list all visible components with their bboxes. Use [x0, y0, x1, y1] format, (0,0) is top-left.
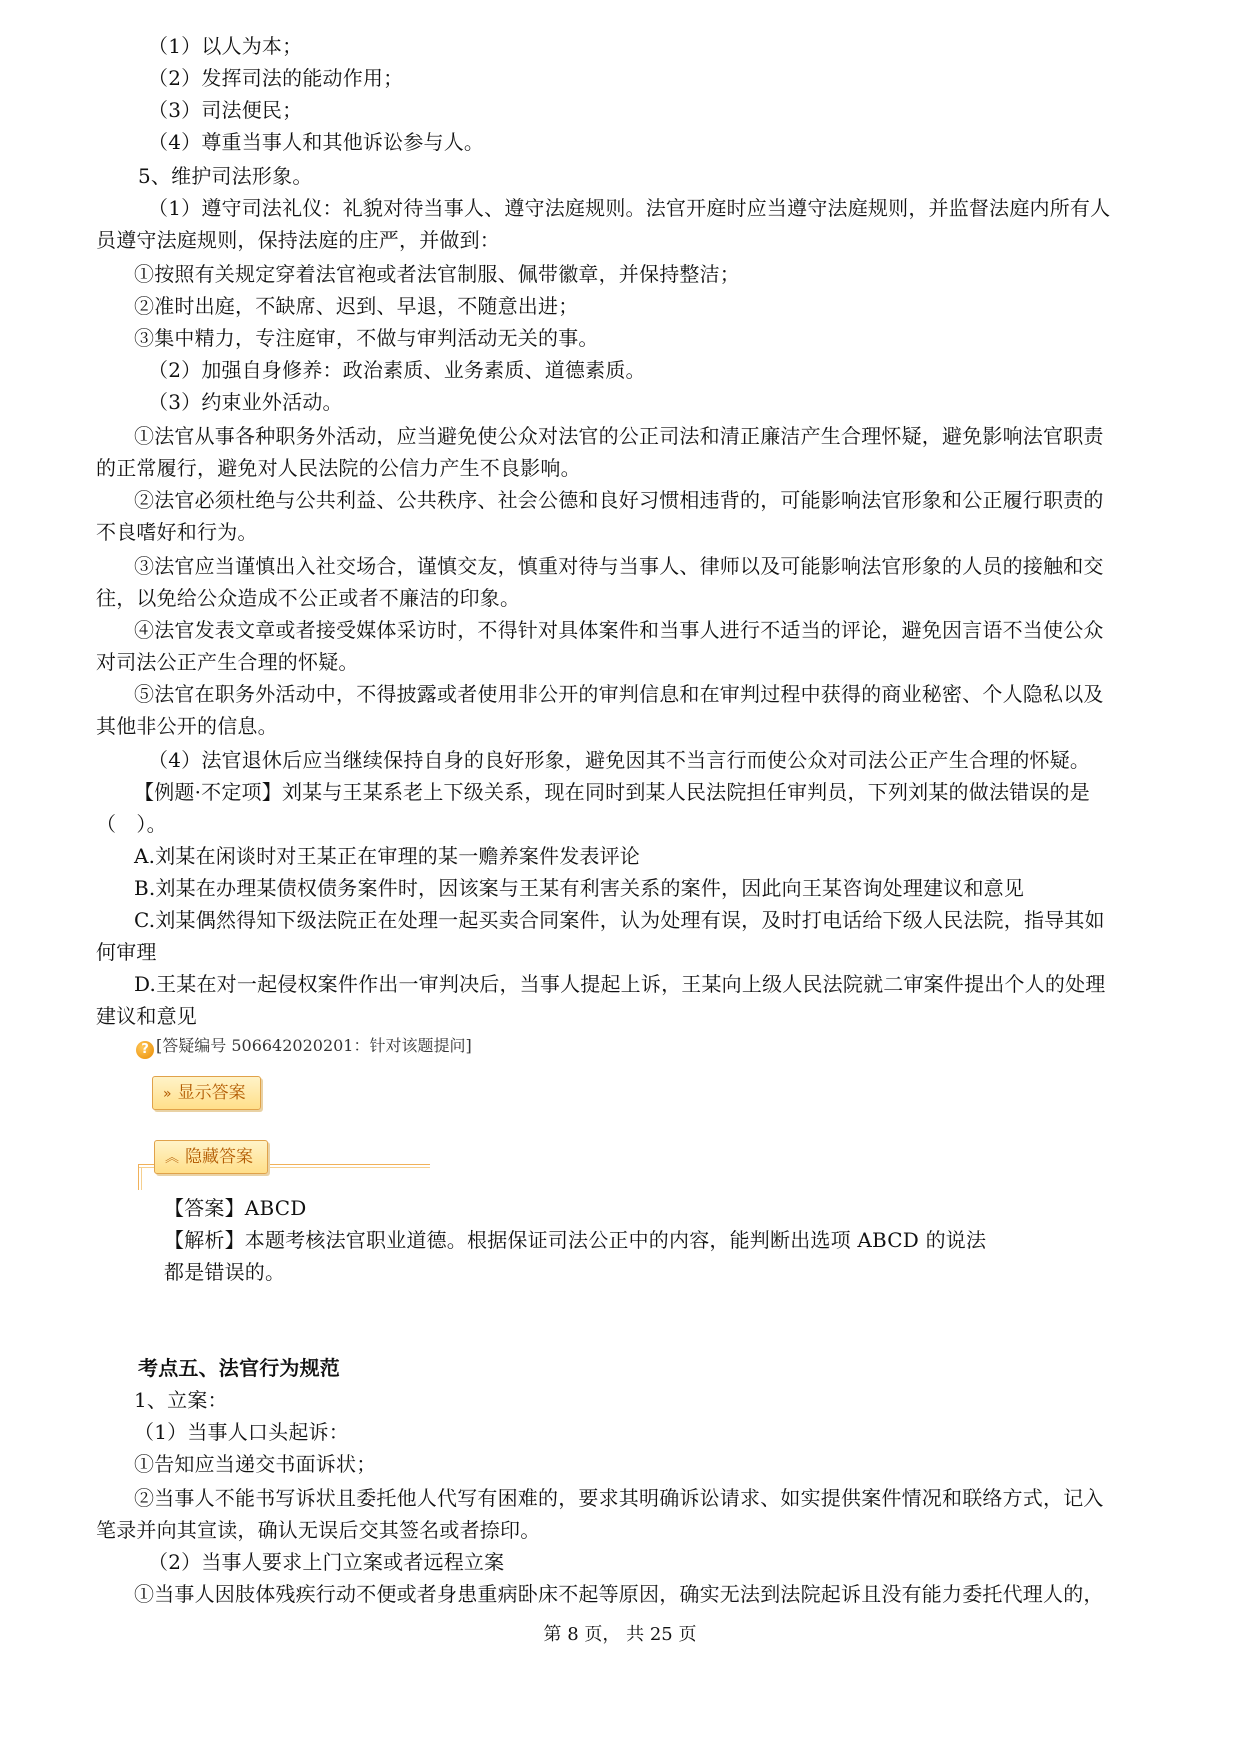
text-line: ④法官发表文章或者接受媒体采访时，不得针对具体案件和当事人进行不适当的评论，避免因言语不当使公众: [134, 618, 1104, 642]
text-line: （2）加强自身修养：政治素质、业务素质、道德素质。: [148, 358, 646, 382]
text-line: （2）当事人要求上门立案或者远程立案: [148, 1550, 505, 1574]
text-line: ②准时出庭，不缺席、迟到、早退，不随意出进；: [134, 294, 579, 318]
double-chevron-up-icon: ︽: [165, 1150, 179, 1166]
text-line: 对司法公正产生合理的怀疑。: [96, 650, 359, 674]
text-line: 往，以免给公众造成不公正或者不廉洁的印象。: [96, 586, 521, 610]
text-line: （1）当事人口头起诉：: [134, 1420, 349, 1444]
question-mark-icon: ?: [136, 1041, 154, 1059]
question-link-label: [答疑编号 506642020201：针对该题提问]: [156, 1036, 472, 1055]
text-line: ⑤法官在职务外活动中，不得披露或者使用非公开的审判信息和在审判过程中获得的商业秘密、个人隐私以及: [134, 682, 1104, 706]
text-line: 1、立案：: [134, 1388, 228, 1412]
option-c: C.刘某偶然得知下级法院正在处理一起买卖合同案件，认为处理有误，及时打电话给下级人民法院，指导其如: [134, 908, 1105, 932]
page-number: 第 8 页， 共 25 页: [543, 1624, 697, 1645]
text-line: 其他非公开的信息。: [96, 714, 278, 738]
answer-text: 【答案】ABCD: [164, 1196, 307, 1220]
text-line: ③集中精力，专注庭审，不做与审判活动无关的事。: [134, 326, 599, 350]
text-line: ②法官必须杜绝与公共利益、公共秩序、社会公德和良好习惯相违背的，可能影响法官形象和公正履行职责的: [134, 488, 1104, 512]
option-d: D.王某在对一起侵权案件作出一审判决后，当事人提起上诉，王某向上级人民法院就二审案件提出个人的处理: [134, 972, 1106, 996]
hide-answer-label: 隐藏答案: [185, 1147, 253, 1167]
text-line: ①法官从事各种职务外活动，应当避免使公众对法官的公正司法和清正廉洁产生合理怀疑，避免影响法官职责: [134, 424, 1104, 448]
text-line: 笔录并向其宣读，确认无误后交其签名或者捺印。: [96, 1518, 541, 1542]
show-answer-button[interactable]: [152, 1076, 261, 1110]
text-line: （2）发挥司法的能动作用；: [148, 66, 404, 90]
section-heading: 考点五、法官行为规范: [138, 1356, 340, 1380]
text-line: （4）法官退休后应当继续保持自身的良好形象，避免因其不当言行而使公众对司法公正产生合理的怀疑。: [148, 748, 1091, 772]
text-line: ①告知应当递交书面诉状；: [134, 1452, 377, 1476]
show-answer-label: 显示答案: [177, 1083, 246, 1103]
question-link[interactable]: [136, 1036, 472, 1059]
text-line: ①当事人因肢体残疾行动不便或者身患重病卧床不起等原因，确实无法到法院起诉且没有能力委托代理人的，: [134, 1582, 1104, 1606]
text-line: 何审理: [96, 940, 157, 964]
text-line: （1）遵守司法礼仪：礼貌对待当事人、遵守法庭规则。法官开庭时应当遵守法庭规则，并监督法庭内所有人: [148, 196, 1111, 220]
text-line: ③法官应当谨慎出入社交场合，谨慎交友，慎重对待与当事人、律师以及可能影响法官形象的人员的接触和交: [134, 554, 1104, 578]
text-line: 员遵守法庭规则，保持法庭的庄严，并做到：: [96, 228, 500, 252]
option-a: A.刘某在闲谈时对王某正在审理的某一赡养案件发表评论: [134, 844, 641, 868]
double-chevron-right-icon: »: [163, 1086, 172, 1102]
text-line: 不良嗜好和行为。: [96, 520, 258, 544]
text-line: 的正常履行，避免对人民法院的公信力产生不良影响。: [96, 456, 581, 480]
text-line: 5、维护司法形象。: [138, 164, 313, 188]
example-question: 【例题·不定项】刘某与王某系老上下级关系，现在同时到某人民法院担任审判员，下列刘某的做法错误的是: [134, 780, 1090, 804]
text-line: ①按照有关规定穿着法官袍或者法官制服、佩带徽章，并保持整洁；: [134, 262, 740, 286]
hide-answer-button[interactable]: [154, 1140, 268, 1174]
text-line: 建议和意见: [96, 1004, 197, 1028]
analysis-text: 都是错误的。: [164, 1260, 286, 1284]
text-line: （1）以人为本；: [148, 34, 303, 58]
text-line: （ ）。: [96, 812, 167, 836]
option-b: B.刘某在办理某债权债务案件时，因该案与王某有利害关系的案件，因此向王某咨询处理建议和意见: [134, 876, 1025, 900]
text-line: ②当事人不能书写诉状且委托他人代写有困难的，要求其明确诉讼请求、如实提供案件情况和联络方式，记入: [134, 1486, 1104, 1510]
text-line: （4）尊重当事人和其他诉讼参与人。: [148, 130, 485, 154]
analysis-text: 【解析】本题考核法官职业道德。根据保证司法公正中的内容，能判断出选项 ABCD 的说法: [164, 1228, 987, 1252]
text-line: （3）司法便民；: [148, 98, 303, 122]
text-line: （3）约束业外活动。: [148, 390, 343, 414]
